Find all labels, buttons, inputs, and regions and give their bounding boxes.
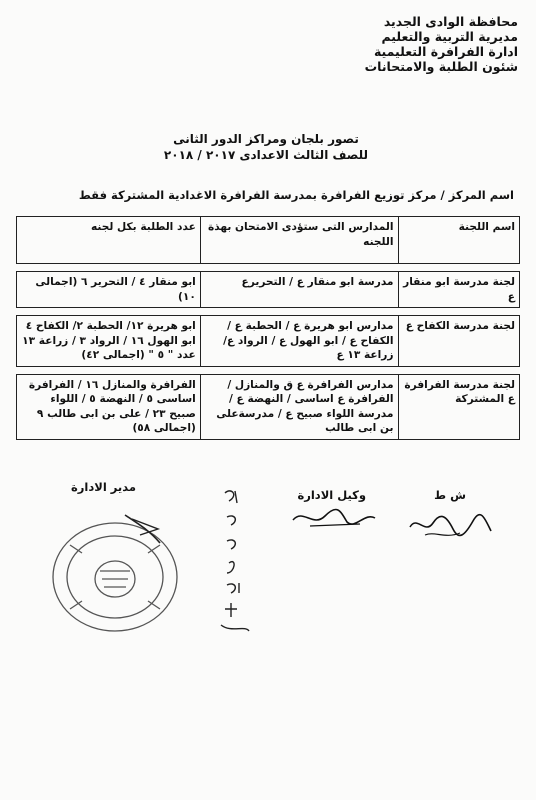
handwritten-signature-2 — [285, 500, 380, 536]
signature-label-3: مدير الادارة — [71, 480, 136, 494]
header-committee-name: اسم اللجنة — [398, 217, 520, 264]
header-student-count: عدد الطلبة بكل لجنه — [17, 217, 201, 264]
header-line-affairs: شئون الطلبة والامتحانات — [364, 59, 518, 74]
cell-student-count: ابو منقار ٤ / التحرير ٦ (اجمالى ١٠) — [17, 272, 201, 308]
document-title — [164, 131, 368, 163]
table-row — [17, 374, 520, 439]
title-line-1: تصور بلجان ومراكز الدور الثانى — [173, 132, 359, 146]
cell-schools: مدرسة ابو منقار ع / التحريرع — [200, 272, 398, 308]
table-header-row — [17, 217, 520, 264]
signature-label-2: وكيل الادارة — [297, 488, 366, 502]
table-gap — [17, 264, 520, 272]
handwritten-tally — [205, 485, 265, 640]
title-line-2: للصف الثالث الاعدادى ٢٠١٧ / ٢٠١٨ — [163, 148, 368, 162]
signature-label-1: ش ط — [434, 488, 466, 502]
official-stamp — [40, 505, 190, 640]
cell-committee-name: لجنة مدرسة الفرافرة ع المشتركة — [398, 374, 520, 439]
header-line-directorate: مديرية التربية والتعليم — [381, 29, 518, 44]
cell-student-count: الفرافرة والمنازل ١٦ / الفرافرة اساسى ٥ / النهضة ٥ / اللواء صبيح ٢٣ / على بن ابى طالب ٩ (اجمالى ٥٨) — [17, 374, 201, 439]
cell-committee-name: لجنة مدرسة الكفاح ع — [398, 316, 520, 367]
cell-committee-name: لجنة مدرسة ابو منقار ع — [398, 272, 520, 308]
document-header — [365, 14, 518, 74]
header-line-governorate: محافظة الوادى الجديد — [383, 14, 518, 29]
table-gap — [17, 308, 520, 316]
handwritten-signature-1 — [405, 505, 495, 545]
header-line-administration: ادارة الفرافرة التعليمية — [373, 44, 518, 59]
table-row — [17, 272, 520, 308]
cell-schools: مدارس ابو هريرة ع / الحطبة ع / الكفاح ع / ابو الهول ع / الرواد ع/ زراعة ١٣ ع — [200, 316, 398, 367]
committees-table — [16, 216, 520, 440]
cell-schools: مدارس الفرافرة ع ق والمنازل / الفرافرة ع اساسى / النهضة ع / مدرسة اللواء صبيح ع / مدرسةعلى بن ابى طالب — [200, 374, 398, 439]
cell-student-count: ابو هريرة ١٢/ الحطبة ٢/ الكفاح ٤ ابو الهول ١٦ / الرواد ٣ / زراعة ١٣ عدد " ٥ " (اجمالى ٤٢) — [17, 316, 201, 367]
center-name-line: اسم المركز / مركز توزيع الفرافرة بمدرسة الفرافرة الاغدادية المشتركة فقط — [78, 188, 514, 202]
table-row — [17, 316, 520, 367]
header-schools: المدارس التى ستؤدى الامتحان بهذة اللجنه — [200, 217, 398, 264]
table-gap — [17, 366, 520, 374]
